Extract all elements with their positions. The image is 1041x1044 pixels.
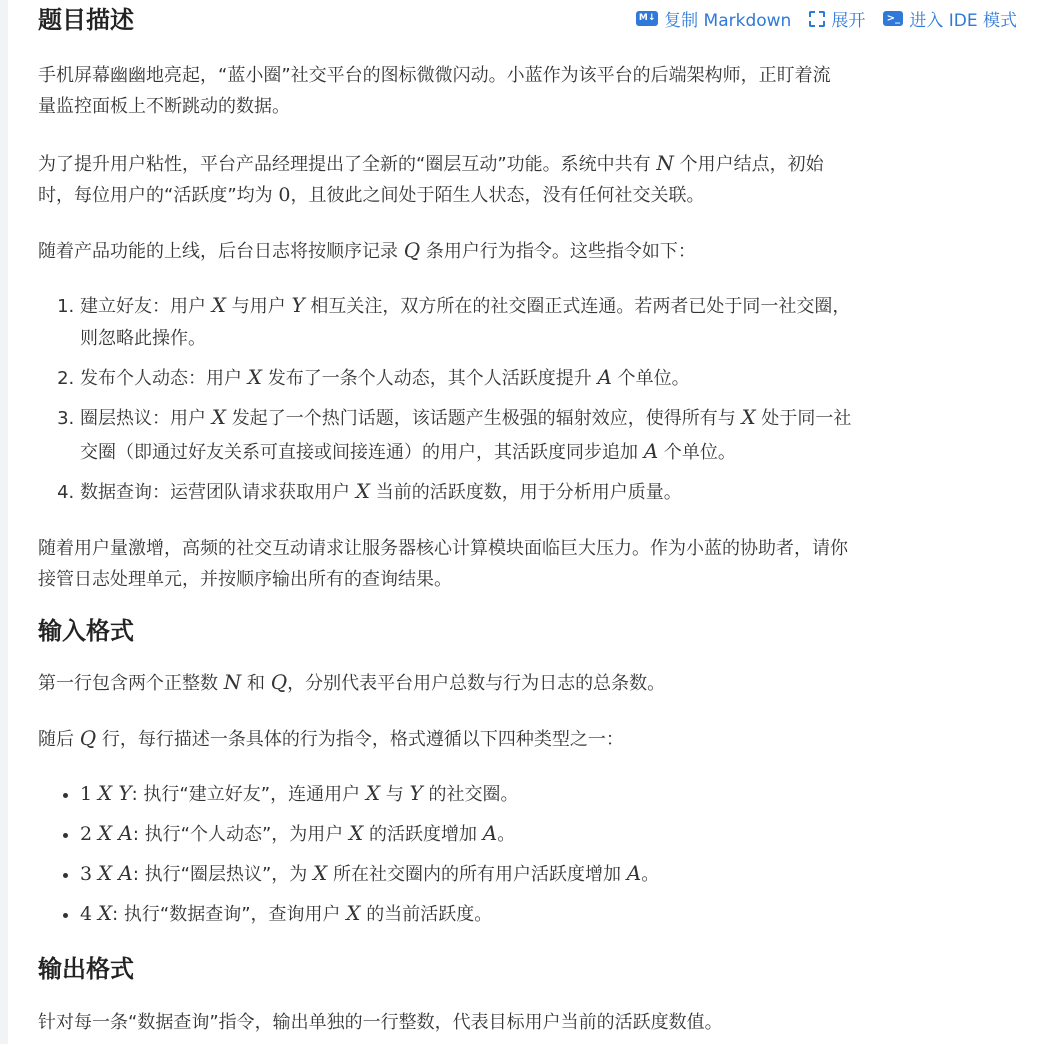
text: : 执行“个人动态”，为用户: [132, 824, 350, 845]
text: 时，每位用户的“活跃度”均为: [38, 185, 279, 206]
input-title: 输入格式: [38, 617, 134, 645]
toolbar: [636, 6, 1017, 31]
text: 随后: [38, 729, 80, 750]
text: : 执行“数据查询”，查询用户: [112, 904, 347, 925]
text: 与用户: [225, 296, 292, 317]
text: : 执行“建立好友”，连通用户: [131, 784, 366, 805]
math-var: X: [365, 781, 381, 805]
list-item: [80, 857, 1023, 891]
list-item: [80, 361, 1023, 395]
text: 行，每行描述一条具体的行为指令，格式遵循以下四种类型之一：: [96, 729, 624, 750]
text: 则忽略此操作。: [80, 328, 206, 349]
description-header: [38, 0, 1023, 40]
text: 第一行包含两个正整数: [38, 673, 224, 694]
input-paragraph-1: [38, 667, 1023, 699]
math-var: A: [626, 861, 642, 885]
format-list: [38, 777, 1023, 931]
instruction-list: [38, 289, 1023, 509]
copy-markdown-button[interactable]: [636, 6, 791, 31]
desc-paragraph-2: [38, 148, 1023, 211]
left-gutter: [0, 0, 8, 1044]
math-var: X: [349, 821, 364, 845]
text: 相互关注，双方所在的社交圈正式连通。若两者已处于同一社交圈，: [304, 296, 851, 317]
math-var: X: [247, 365, 262, 389]
copy-markdown-label: 复制 Markdown: [664, 11, 792, 31]
description-title: 题目描述: [38, 6, 134, 34]
output-header: [38, 949, 1023, 989]
math-var: A: [597, 365, 612, 389]
desc-paragraph-1: [38, 60, 1023, 122]
text: 个单位。: [658, 442, 736, 463]
math-num: 3: [80, 863, 93, 885]
text: 处于同一社: [755, 408, 852, 429]
terminal-icon: >_: [883, 11, 903, 26]
expand-icon: [809, 11, 825, 27]
math-var: Y: [409, 781, 423, 805]
math-num: 4: [80, 903, 93, 925]
math-var: Q: [270, 670, 288, 694]
desc-paragraph-3: [38, 235, 1023, 267]
math-var: Q: [403, 238, 421, 262]
math-var: X A: [97, 821, 133, 845]
text: 的当前活跃度。: [360, 904, 493, 925]
text: 的活跃度增加: [363, 824, 483, 845]
expand-label: 展开: [831, 11, 866, 31]
list-item: [80, 289, 1023, 355]
list-item: [80, 777, 1023, 811]
math-var: X: [741, 405, 756, 429]
math-var: X: [346, 901, 361, 925]
text: 随着产品功能的上线，后台日志将按顺序记录: [38, 241, 404, 262]
list-item: [80, 817, 1023, 851]
math-var: X: [313, 861, 328, 885]
input-header: [38, 611, 1023, 651]
math-var: X A: [97, 861, 133, 885]
math-var: N: [223, 670, 242, 694]
text: 。: [641, 864, 660, 885]
math-var: Y: [291, 293, 305, 317]
text: 发布了一条个人动态，其个人活跃度提升: [261, 368, 598, 389]
text: 和: [241, 673, 271, 694]
output-title: 输出格式: [38, 955, 134, 983]
math-num: 2: [80, 823, 93, 845]
text: 个单位。: [611, 368, 690, 389]
math-var: A: [643, 439, 659, 463]
text: 条用户行为指令。这些指令如下：: [420, 241, 696, 262]
list-item: [80, 475, 1023, 509]
text: 建立好友：用户: [80, 296, 212, 317]
text: 为了提升用户粘性，平台产品经理提出了全新的“圈层互动”功能。系统中共有: [38, 154, 657, 175]
text: 圈层热议：用户: [80, 408, 212, 429]
text: 发布个人动态：用户: [80, 368, 248, 389]
output-paragraph-1: 针对每一条“数据查询”指令，输出单独的一行整数，代表目标用户当前的活跃度数值。: [38, 1012, 723, 1033]
text: 的社交圈。: [422, 784, 519, 805]
ide-mode-button[interactable]: [883, 6, 1017, 31]
text: 量监控面板上不断跳动的数据。: [38, 96, 290, 117]
text: ，且彼此之间处于陌生人状态，没有任何社交关联。: [290, 185, 705, 206]
text: 交圈（即通过好友关系可直接或间接连通）的用户，其活跃度同步追加: [80, 442, 644, 463]
text: 手机屏幕幽幽地亮起，“蓝小圈”社交平台的图标微微闪动。小蓝作为该平台的后端架构师，正盯着流: [38, 65, 831, 86]
desc-paragraph-4: [38, 533, 1023, 595]
math-var: X Y: [97, 781, 132, 805]
math-var: X: [97, 901, 113, 925]
math-num: 0: [278, 184, 291, 206]
math-var: X: [211, 405, 226, 429]
text: 当前的活跃度数，用于分析用户质量。: [369, 482, 682, 503]
math-var: A: [482, 821, 498, 845]
input-paragraph-2: [38, 723, 1023, 755]
math-var: N: [656, 151, 674, 175]
text: 发起了一个热门话题，该话题产生极强的辐射效应，使得所有与: [225, 408, 742, 429]
text: 个用户结点，初始: [673, 154, 824, 175]
math-num: 1: [80, 783, 93, 805]
math-var: Q: [79, 726, 97, 750]
text: : 执行“圈层热议”，为: [132, 864, 314, 885]
text: 与: [380, 784, 410, 805]
list-item: [80, 401, 1023, 469]
math-var: X: [211, 293, 226, 317]
expand-button[interactable]: [809, 6, 865, 31]
text: 所在社交圈内的所有用户活跃度增加: [327, 864, 627, 885]
problem-content: [38, 0, 1023, 1038]
text: 随着用户量激增，高频的社交互动请求让服务器核心计算模块面临巨大压力。作为小蓝的协助者，请你: [38, 538, 848, 559]
text: 。: [497, 824, 516, 845]
ide-mode-label: 进入 IDE 模式: [909, 11, 1017, 31]
text: 接管日志处理单元，并按顺序输出所有的查询结果。: [38, 569, 452, 590]
text: 数据查询：运营团队请求获取用户: [80, 482, 356, 503]
markdown-icon: M↓: [636, 11, 658, 26]
math-var: X: [355, 479, 370, 503]
text: ，分别代表平台用户总数与行为日志的总条数。: [287, 673, 666, 694]
list-item: [80, 897, 1023, 931]
